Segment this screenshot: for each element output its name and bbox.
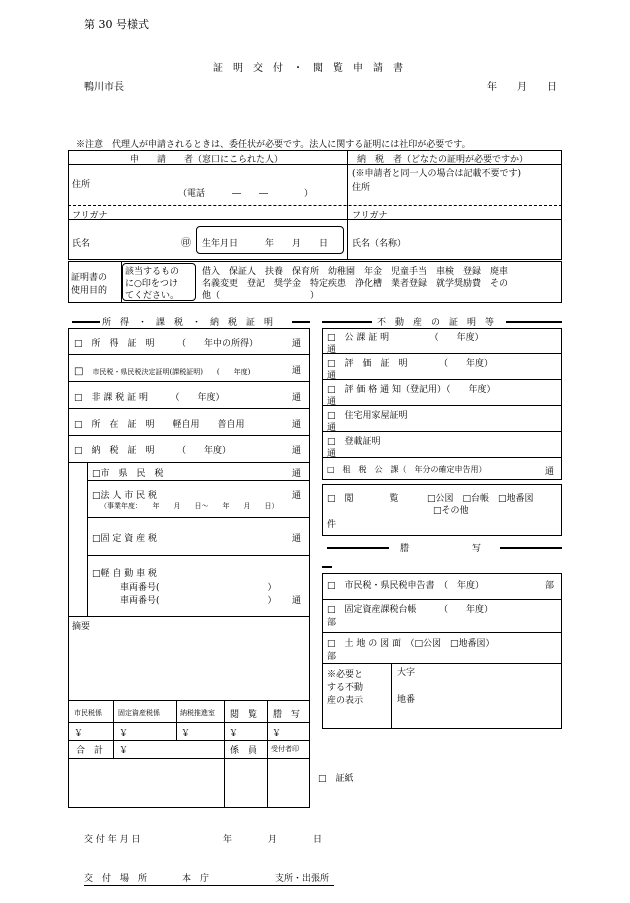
taxpayer-note: (※申請者と同一人の場合は記載不要です) (352, 169, 522, 179)
fee-col-shiminzei: 市民税係 (74, 709, 102, 717)
property-item-5-unit: 通 (327, 449, 337, 459)
issue-place-label: 交 付 場 所 (84, 874, 148, 884)
shoshi-checkbox[interactable]: □ 証紙 (318, 774, 354, 784)
sub-shikenmin-unit: 通 (292, 469, 302, 479)
copy-item-2[interactable]: □ 固定資産課税台帳 （ 年度） (327, 605, 494, 615)
property-item-4[interactable]: □ 住宅用家屋証明 (327, 411, 408, 421)
issue-date-label: 交 付 年 月 日 (84, 835, 141, 845)
applicant-birthdate[interactable]: 生年月日 年 月 日 (202, 239, 329, 249)
issue-date-value[interactable]: 年 月 日 (223, 835, 323, 845)
sub-kotei[interactable]: □固 定 資 産 税 (92, 534, 157, 544)
property-item-4-unit: 通 (327, 423, 337, 433)
issue-place-main[interactable]: 本 庁 (182, 874, 210, 884)
property-item-5[interactable]: □ 登載証明 (327, 437, 381, 447)
copy-item-1[interactable]: □ 市民税・県民税申告書 （ 年度） (327, 581, 485, 591)
addressee: 鴨川市長 (84, 82, 124, 93)
property-item-1-unit: 通 (327, 345, 337, 355)
etsuran-other[interactable]: □その他 (433, 506, 469, 516)
oaza-label: 大字 (397, 668, 416, 678)
yen-2[interactable]: ￥ (119, 729, 129, 739)
application-date[interactable]: 年 月 日 (487, 82, 557, 93)
income-item-2-unit: 通 (292, 366, 302, 376)
applicant-name-label: 氏名 (72, 239, 91, 249)
copy-item-2-unit: 部 (327, 618, 337, 628)
property-item-2-unit: 通 (327, 371, 337, 381)
income-section-header: 所 得 ・ 課 税 ・ 納 税 証 明 (102, 318, 274, 328)
required-label-1: ※必要と (327, 670, 364, 680)
property-sozei[interactable] (327, 464, 487, 475)
property-sozei-unit: 通 (545, 467, 555, 477)
fee-total-label: 合 計 (76, 746, 104, 756)
copy-section-header: 謄 写 (400, 544, 482, 554)
income-item-5-unit: 通 (292, 446, 302, 456)
taxpayer-name-label: 氏名（名称） (352, 239, 407, 249)
taxpayer-furigana-label: フリガナ (352, 211, 388, 221)
chiban-label: 地番 (397, 695, 416, 705)
income-item-1-unit: 通 (292, 339, 302, 349)
purpose-options-3[interactable]: 他（ ） (202, 291, 320, 301)
applicant-furigana-label: フリガナ (72, 211, 108, 221)
sub-hojin-unit: 通 (292, 491, 302, 501)
etsuran-options[interactable]: □公図 □台帳 □地番図 (427, 494, 534, 504)
etsuran-label[interactable]: □ 閲 覧 (327, 494, 399, 504)
applicant-address-label: 住所 (72, 180, 91, 190)
taxpayer-header: 納 税 者（どなたの証明が必要ですか） (357, 155, 529, 165)
car-number-1[interactable]: 車両番号( ） (120, 583, 277, 593)
required-label-2: する不動 (327, 683, 364, 693)
notice-text: ※注意 代理人が申請されるときは、委任状が必要です。法人に関する証明には社印が必要です。 (76, 140, 471, 150)
clerk-label: 係 員 (230, 746, 258, 756)
form-title: 証 明 交 付 ・ 閲 覧 申 請 書 (213, 63, 403, 74)
income-item-4[interactable]: □ 所 在 証 明 軽自用 普自用 (74, 420, 245, 430)
property-item-2[interactable]: □ 評 価 証 明 （ 年度） (327, 359, 494, 369)
property-item-3[interactable]: □ 評 価 格 通 知（登記用）（ 年度） (327, 385, 496, 395)
purpose-hint-3: てください。 (125, 291, 180, 301)
income-item-4-unit: 通 (292, 420, 302, 430)
income-item-1[interactable]: □ 所 得 証 明 （ 年中の所得） (74, 339, 259, 349)
sub-kotei-unit: 通 (292, 534, 302, 544)
purpose-label-2: 使用目的 (71, 286, 108, 296)
property-item-3-unit: 通 (327, 397, 337, 407)
sub-hojin[interactable]: □法 人 市 民 税 (92, 491, 157, 501)
income-item-2[interactable]: □ 市民税・県民税決定証明(課税証明) ( 年度) (74, 366, 251, 377)
fee-col-tosha: 謄 写 (273, 710, 301, 720)
seal-icon: ㊞ (181, 238, 191, 249)
memo-label: 摘要 (72, 622, 91, 632)
applicant-phone[interactable]: （電話 ― ― ） (178, 189, 314, 199)
fee-col-kotei: 固定資産税係 (118, 709, 160, 717)
sub-kei-unit: 通 (292, 596, 302, 606)
applicant-header: 申 請 者（窓口にこられた人） (130, 155, 284, 165)
yen-4[interactable]: ￥ (229, 729, 239, 739)
purpose-label-1: 証明書の (71, 273, 108, 283)
taxpayer-address-label: 住所 (352, 183, 371, 193)
income-item-5[interactable]: □ 納 税 証 明 （ 年度） (74, 446, 232, 456)
sub-shikenmin[interactable]: □市 県 民 税 (92, 469, 164, 479)
yen-total[interactable]: ￥ (119, 746, 129, 756)
income-item-3-unit: 通 (292, 393, 302, 403)
yen-3[interactable]: ￥ (181, 729, 191, 739)
yen-1[interactable]: ￥ (74, 729, 84, 739)
purpose-hint-1: 該当するもの (125, 267, 180, 277)
form-number: 第 30 号様式 (84, 18, 149, 31)
income-item-3[interactable]: □ 非 課 税 証 明 （ 年度） (74, 393, 225, 403)
sub-kei[interactable]: □軽 自 動 車 税 (92, 569, 157, 579)
copy-item-3[interactable]: □ 土 地 の 図 面 （□公図 □地番図） (327, 639, 495, 649)
yen-5[interactable]: ￥ (272, 729, 282, 739)
purpose-options-2[interactable]: 名義変更 登記 奨学金 特定疾患 浄化槽 業者登録 就学奨励費 その (202, 279, 509, 289)
required-label-3: 産の表示 (327, 696, 364, 706)
property-section-header: 不 動 産 の 証 明 等 (377, 318, 495, 328)
purpose-options-1[interactable]: 借入 保証人 扶養 保育所 幼稚園 年金 児童手当 車検 登録 廃車 (202, 267, 509, 277)
fee-col-etsuran: 閲 覧 (230, 710, 258, 720)
sub-hojin-period[interactable]: （事業年度： 年 月 日～ 年 月 日） (100, 502, 279, 510)
fee-col-nozei: 納税推進室 (180, 709, 215, 717)
car-number-2[interactable]: 車両番号( ） (120, 596, 277, 606)
property-item-1[interactable]: □ 公 課 証 明 （ 年度） (327, 333, 484, 343)
etsuran-unit: 件 (327, 520, 337, 530)
copy-item-3-unit: 部 (327, 652, 337, 662)
copy-item-1-unit: 部 (545, 581, 555, 591)
purpose-hint-2: に○印をつけ (125, 279, 178, 289)
issue-place-branch[interactable]: 支所・出張所 (275, 874, 330, 884)
property-sozei-label: □ 租 税 公 課（ 年分の確定申告用） (327, 465, 487, 474)
receiver-label: 受付者印 (271, 745, 299, 753)
